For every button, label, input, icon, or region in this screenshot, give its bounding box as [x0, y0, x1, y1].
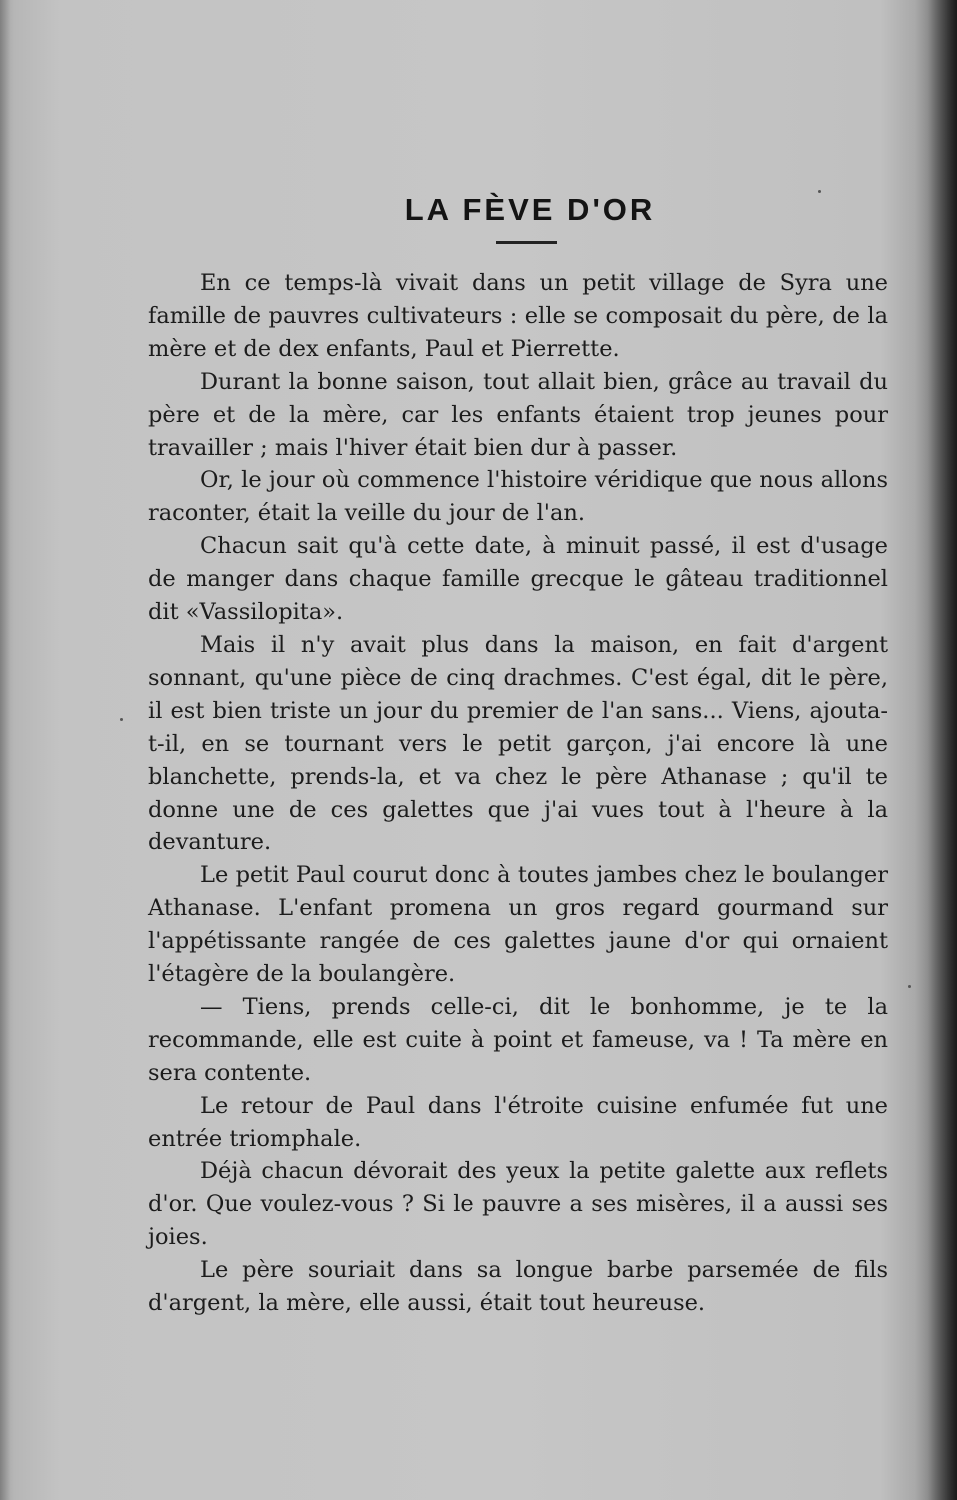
paper-speck: [818, 190, 821, 193]
paragraph: Déjà chacun dévorait des yeux la petite galette aux reflets d'or. Que voulez-vous ? Si le pauvre a ses misères, il a aussi ses joies.: [148, 1158, 888, 1251]
title-underline: [496, 241, 557, 244]
paragraph: En ce temps-là vivait dans un petit village de Syra une famille de pauvres cultivateurs : elle se composait du père, de la mère et de dex enfants, Paul et Pierrette.: [148, 270, 888, 362]
paragraph: — Tiens, prends celle-ci, dit le bonhomme, je te la recommande, elle est cuite à point et fameuse, va ! Ta mère en sera contente.: [148, 993, 888, 1086]
paragraph: Le père souriait dans sa longue barbe parsemée de fils d'argent, la mère, elle aussi, était tout heureuse.: [148, 1257, 888, 1317]
page-left-edge: [0, 0, 10, 1500]
paper-speck: [908, 985, 911, 988]
body-text: [148, 267, 888, 1320]
paragraph: Mais il n'y avait plus dans la maison, en fait d'argent sonnant, qu'une pièce de cinq drachmes. C'est égal, dit le père, il est bien triste un jour du premier de l'an sans... Viens, ajouta-t-il, en se tournant vers le petit garçon, j'ai encore là une blanchette, prends-la, et va chez le père Athanase ; qu'il te donne une de ces galettes que j'ai vues tout à l'heure à la devanture.: [148, 631, 888, 856]
paragraph: Le retour de Paul dans l'étroite cuisine enfumée fut une entrée triomphale.: [148, 1092, 888, 1152]
paragraph: Le petit Paul courut donc à toutes jambes chez le boulanger Athanase. L'enfant promena un gros regard gourmand sur l'appétissante rangée de ces galettes jaune d'or qui ornaient l'étagère de la boulangère.: [148, 862, 888, 988]
paper-speck: [120, 718, 123, 721]
binding-shadow: [927, 0, 957, 1500]
paragraph: Or, le jour où commence l'histoire véridique que nous allons raconter, était la veille du jour de l'an.: [148, 467, 888, 527]
chapter-title: LA FÈVE D'OR: [404, 192, 656, 227]
paragraph: Durant la bonne saison, tout allait bien, grâce au travail du père et de la mère, car les enfants étaient trop jeunes pour travailler ; mais l'hiver était bien dur à passer.: [148, 368, 888, 461]
paragraph: Chacun sait qu'à cette date, à minuit passé, il est d'usage de manger dans chaque famille grecque le gâteau traditionnel dit «Vassilopita».: [148, 533, 888, 626]
